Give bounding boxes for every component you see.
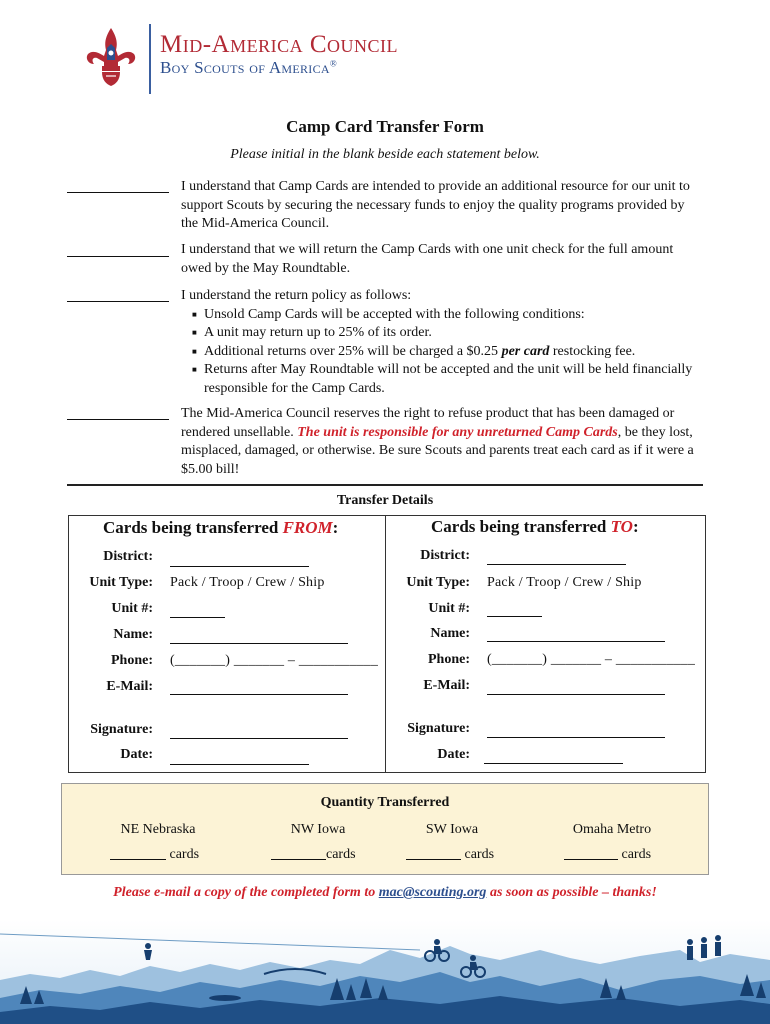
from-signature-field[interactable] — [170, 738, 348, 739]
cards-label: cards — [326, 847, 356, 862]
to-signature-field[interactable] — [487, 737, 665, 738]
to-unit-type-label: Unit Type: — [406, 575, 470, 590]
email-instruction — [0, 885, 770, 901]
statement-3 — [181, 287, 703, 398]
from-unit-type-options[interactable]: Pack / Troop / Crew / Ship — [170, 575, 325, 590]
email-link[interactable]: mac@scouting.org — [378, 885, 487, 900]
initial-blank-1[interactable] — [67, 192, 169, 193]
to-signature-label: Signature: — [407, 721, 470, 736]
from-phone-label: Phone: — [111, 653, 153, 668]
to-name-label: Name: — [430, 626, 470, 641]
cards-blank[interactable] — [564, 859, 618, 860]
return-policy-list — [181, 306, 703, 399]
list-item — [204, 343, 703, 362]
cards-blank[interactable] — [271, 859, 326, 860]
to-column-heading — [431, 517, 639, 537]
quantity-transferred-title: Quantity Transferred — [320, 795, 450, 810]
list-item-text: Additional returns over 25% will be charged a $0.25 — [204, 343, 502, 359]
initial-blank-4[interactable] — [67, 419, 169, 420]
statement-2: I understand that we will return the Camp Cards with one unit check for the full amount owed by the May Roundtable. — [181, 242, 674, 276]
cards-count-omaha-metro[interactable] — [564, 847, 651, 863]
registered-mark: ® — [329, 58, 338, 69]
to-email-field[interactable] — [487, 694, 665, 695]
outdoor-activities-illustration — [0, 920, 770, 1024]
cards-label: cards — [621, 847, 652, 862]
to-phone-label: Phone: — [428, 652, 470, 667]
region-nw-iowa: NW Iowa — [290, 822, 346, 837]
from-unit-number-field[interactable] — [170, 617, 225, 618]
to-district-label: District: — [420, 548, 470, 563]
cards-count-sw-iowa[interactable] — [406, 847, 494, 863]
cards-count-nw-iowa[interactable] — [271, 847, 356, 863]
from-email-field[interactable] — [170, 694, 348, 695]
to-phone-field[interactable]: (_______) _______ – ___________ — [487, 652, 696, 667]
cards-blank[interactable] — [110, 859, 166, 860]
list-item: ■ A unit may return up to 25% of its order. — [204, 324, 703, 343]
from-signature-label: Signature: — [90, 722, 153, 737]
form-instruction: Please initial in the blank beside each statement below. — [230, 147, 540, 162]
from-unit-type-label: Unit Type: — [89, 575, 153, 590]
to-unit-type-options[interactable]: Pack / Troop / Crew / Ship — [487, 575, 642, 590]
email-instruction-text: Please e-mail a copy of the completed form to — [113, 885, 379, 900]
per-card-emphasis: per card — [501, 343, 550, 359]
to-name-field[interactable] — [487, 641, 665, 642]
to-heading-colon: : — [632, 517, 639, 536]
list-item: ■ Returns after May Roundtable will not be accepted and the unit will be held financially responsible for the Camp Cards. — [204, 361, 703, 398]
from-heading-colon: : — [332, 518, 339, 537]
list-item: ■ Unsold Camp Cards will be accepted with the following conditions: — [204, 306, 703, 325]
from-heading-text: Cards being transferred — [103, 518, 283, 537]
org-subtitle — [160, 58, 337, 78]
to-email-label: E-Mail: — [423, 678, 470, 693]
logo-divider — [149, 24, 151, 94]
from-date-field[interactable] — [170, 764, 309, 765]
to-date-field[interactable] — [484, 763, 623, 764]
transfer-column-divider — [385, 515, 386, 773]
section-divider — [67, 484, 703, 486]
form-title: Camp Card Transfer Form — [286, 117, 484, 136]
statement-4-text-end: , be they lost, misplaced, damaged, or otherwise. Be sure Scouts and parents treat each card as if it were a $5.00 bill! — [181, 424, 694, 477]
to-district-field[interactable] — [487, 564, 626, 565]
statement-4 — [181, 405, 703, 479]
from-district-label: District: — [103, 549, 153, 564]
from-unit-number-label: Unit #: — [111, 601, 153, 616]
statement-4-emphasis: The unit is responsible for any unreturned Camp Cards — [297, 424, 618, 440]
from-date-label: Date: — [120, 747, 153, 762]
initial-blank-3[interactable] — [67, 301, 169, 302]
region-omaha-metro: Omaha Metro — [572, 822, 652, 837]
statement-3-intro: I understand the return policy as follows: — [181, 288, 412, 303]
to-unit-number-label: Unit #: — [428, 601, 470, 616]
cards-count-ne-nebraska[interactable] — [110, 847, 199, 863]
from-email-label: E-Mail: — [106, 679, 153, 694]
to-date-label: Date: — [437, 747, 470, 762]
from-column-heading — [103, 518, 338, 538]
from-heading-emphasis: FROM — [282, 518, 333, 537]
region-sw-iowa: SW Iowa — [425, 822, 479, 837]
email-instruction-text-end: as soon as possible – thanks! — [486, 885, 657, 900]
to-heading-text: Cards being transferred — [431, 517, 611, 536]
fleur-de-lis-logo-icon — [84, 26, 138, 88]
from-name-label: Name: — [113, 627, 153, 642]
to-heading-emphasis: TO — [610, 517, 633, 536]
cards-label: cards — [464, 847, 495, 862]
from-district-field[interactable] — [170, 566, 309, 567]
org-subtitle-text: Boy Scouts of America — [160, 58, 330, 77]
org-name: Mid-America Council — [160, 31, 399, 58]
cards-blank[interactable] — [406, 859, 461, 860]
transfer-details-title: Transfer Details — [336, 493, 434, 508]
initial-blank-2[interactable] — [67, 256, 169, 257]
statement-1: I understand that Camp Cards are intended to provide an additional resource for our unit to support Scouts by securing the necessary funds to enjoy the quality programs provided by the Mid-America Council. — [181, 179, 690, 231]
from-name-field[interactable] — [170, 643, 348, 644]
cards-label: cards — [169, 847, 200, 862]
transfer-details-box — [68, 515, 706, 773]
statement-4-text: The Mid-America Council reserves the right to refuse product that has been damaged or rendered unsellable. — [181, 406, 675, 440]
region-ne-nebraska: NE Nebraska — [120, 822, 196, 837]
from-phone-field[interactable]: (_______) _______ – ___________ — [170, 653, 379, 668]
list-item-text: restocking fee. — [549, 343, 636, 359]
to-unit-number-field[interactable] — [487, 616, 542, 617]
